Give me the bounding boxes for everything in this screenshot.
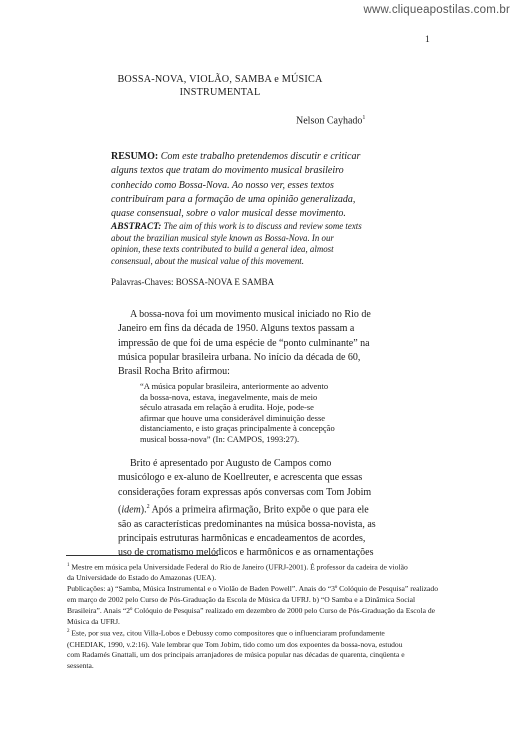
abstract-label: ABSTRACT: [111, 222, 162, 232]
resumo-block [111, 150, 433, 221]
page-number: 1 [425, 35, 430, 45]
footnote-1-text: Mestre em música pela Universidade Federal do Rio de Janeiro (UFRJ-2001). É professor da cadeira de violão [69, 562, 408, 572]
title-line-1: BOSSA-NOVA, VIOLÃO, SAMBA e MÚSICA [117, 74, 323, 85]
paragraph-2-text: Após a primeira afirmação, Brito expõe o que para ele [149, 504, 369, 516]
block-quote [140, 381, 420, 445]
footnote-divider [66, 555, 218, 556]
paragraph-1-line: impressão de que foi de uma espécie de “ponto culminante” na [118, 337, 370, 349]
paragraph-1-line: Brasil Rocha Brito afirmou: [118, 366, 230, 378]
paragraph-2-line: Brito é apresentado por Augusto de Campos como [130, 458, 332, 469]
footnote-2 [67, 627, 467, 639]
title-line-2: INSTRUMENTAL [179, 87, 261, 98]
resumo-line-4: contribuíram para a formação de uma opinião generalizada, [111, 193, 356, 205]
resumo-line-1 [111, 150, 433, 164]
footnote-line: Publicações: a) “Samba, Música Instrumental e o Violão de Baden Powell”. Anais do “3º Colóquio de Pesquisa” realizado [67, 584, 439, 594]
paragraph-2-line [118, 500, 438, 518]
footnote-line: (CHEDIAK, 1990, v.2:16). Vale lembrar que Tom Jobim, tido como um dos expoentes da bossa-nova, estudou [67, 639, 403, 649]
resumo-text: Com este trabalho pretendemos discutir e criticar [158, 151, 361, 162]
paragraph-2-line: considerações foram expressas após conversas com Tom Jobim [118, 486, 372, 498]
paren-open: ( [118, 504, 122, 516]
footnotes [67, 561, 467, 672]
footnote-line: com Radamés Gnattali, um dos principais arranjadores de música popular nas décadas de quarenta, cinqüenta e [67, 650, 405, 660]
paragraph-1-line: A bossa-nova foi um movimento musical iniciado no Rio de [130, 309, 371, 320]
abstract-line-2: about the brazilian musical style known as Bossa-Nova. In our [111, 233, 334, 244]
author-text: Nelson Cayhado [296, 115, 363, 127]
quote-line: da bossa-nova, estava, inegavelmente, mais de meio [140, 391, 318, 402]
quote-line: século atrasada em relação à erudita. Hoje, pode-se [140, 402, 314, 413]
footnote-line: em março de 2002 pelo Curso de Pós-Graduação da Escola de Música da UFRJ. b) “O Samba e a Dinâmica Social [67, 594, 416, 604]
footnote-line: sessenta. [67, 661, 94, 671]
keywords: Palavras-Chaves: BOSSA-NOVA E SAMBA [111, 277, 275, 287]
footnote-line: da Universidade do Estado do Amazonas (UEA). [67, 573, 217, 583]
watermark-url: www.cliqueapostilas.com.br [363, 4, 510, 16]
footnote-2-marker: 2 [67, 629, 70, 635]
resumo-line-2: alguns textos que tratam do movimento musical brasileiro [111, 165, 344, 177]
idem-citation: idem [121, 504, 141, 516]
quote-line: afirmar que houve uma considerável diminuição desse [140, 412, 326, 423]
footnote-ref-2: 2 [146, 503, 150, 510]
resumo-line-3: conhecido como Bossa-Nova. Ao nosso ver, esses textos [111, 179, 334, 191]
paragraph-1 [118, 308, 438, 379]
author-footnote-ref: 1 [362, 115, 366, 121]
footnote-1 [67, 561, 467, 573]
paragraph-2-line: principais estruturas harmônicas e encadeamentos de acordes, [118, 532, 366, 544]
resumo-line-5: quase consensual, sobre o valor musical desse movimento. [111, 208, 346, 220]
quote-line: musical bossa-nova” (In: CAMPOS, 1993:27). [140, 433, 300, 444]
paragraph-2-line: musicólogo e ex-aluno de Koellreuter, e acrescenta que essas [118, 472, 363, 484]
footnote-1-marker: 1 [67, 563, 70, 568]
paren-close: ). [140, 504, 147, 516]
resumo-label: RESUMO: [111, 151, 159, 162]
footnote-2-text: Este, por sua vez, citou Villa-Lobos e Debussy como compositores que o influenciaram profundamente [69, 628, 385, 638]
paragraph-2-line: uso de cromatismo melódicos e harmônicos e as ornamentações [118, 547, 374, 559]
author-name [296, 115, 365, 126]
footnote-line: Brasileira”. Anais “2º Colóquio de Pesquisa” realizado em dezembro de 2000 pelo Curso de Pós-Graduação da Escola de [67, 605, 436, 615]
abstract-block [111, 221, 433, 267]
paragraph-2-line: são as características predominantes na música bossa-novista, as [118, 518, 376, 530]
paragraph-1-line: Janeiro em fins da década de 1950. Alguns textos passam a [118, 323, 355, 335]
quote-line: “A música popular brasileira, anteriormente ao advento [140, 381, 329, 391]
paragraph-2 [118, 457, 438, 560]
document-title [0, 73, 440, 99]
abstract-line-4: consensual, about the musical value of this movement. [111, 255, 304, 266]
abstract-line-3: opinion, these texts contributed to build a general idea, almost [111, 244, 334, 255]
paragraph-1-line: música popular brasileira urbana. No início da década de 60, [118, 351, 361, 363]
footnote-line: Música da UFRJ. [67, 616, 120, 626]
abstract-line-1 [111, 221, 433, 233]
abstract-text: The aim of this work is to discuss and review some texts [161, 221, 362, 231]
quote-line: distanciamento, e isto graças principalmente à concepção [140, 423, 335, 434]
